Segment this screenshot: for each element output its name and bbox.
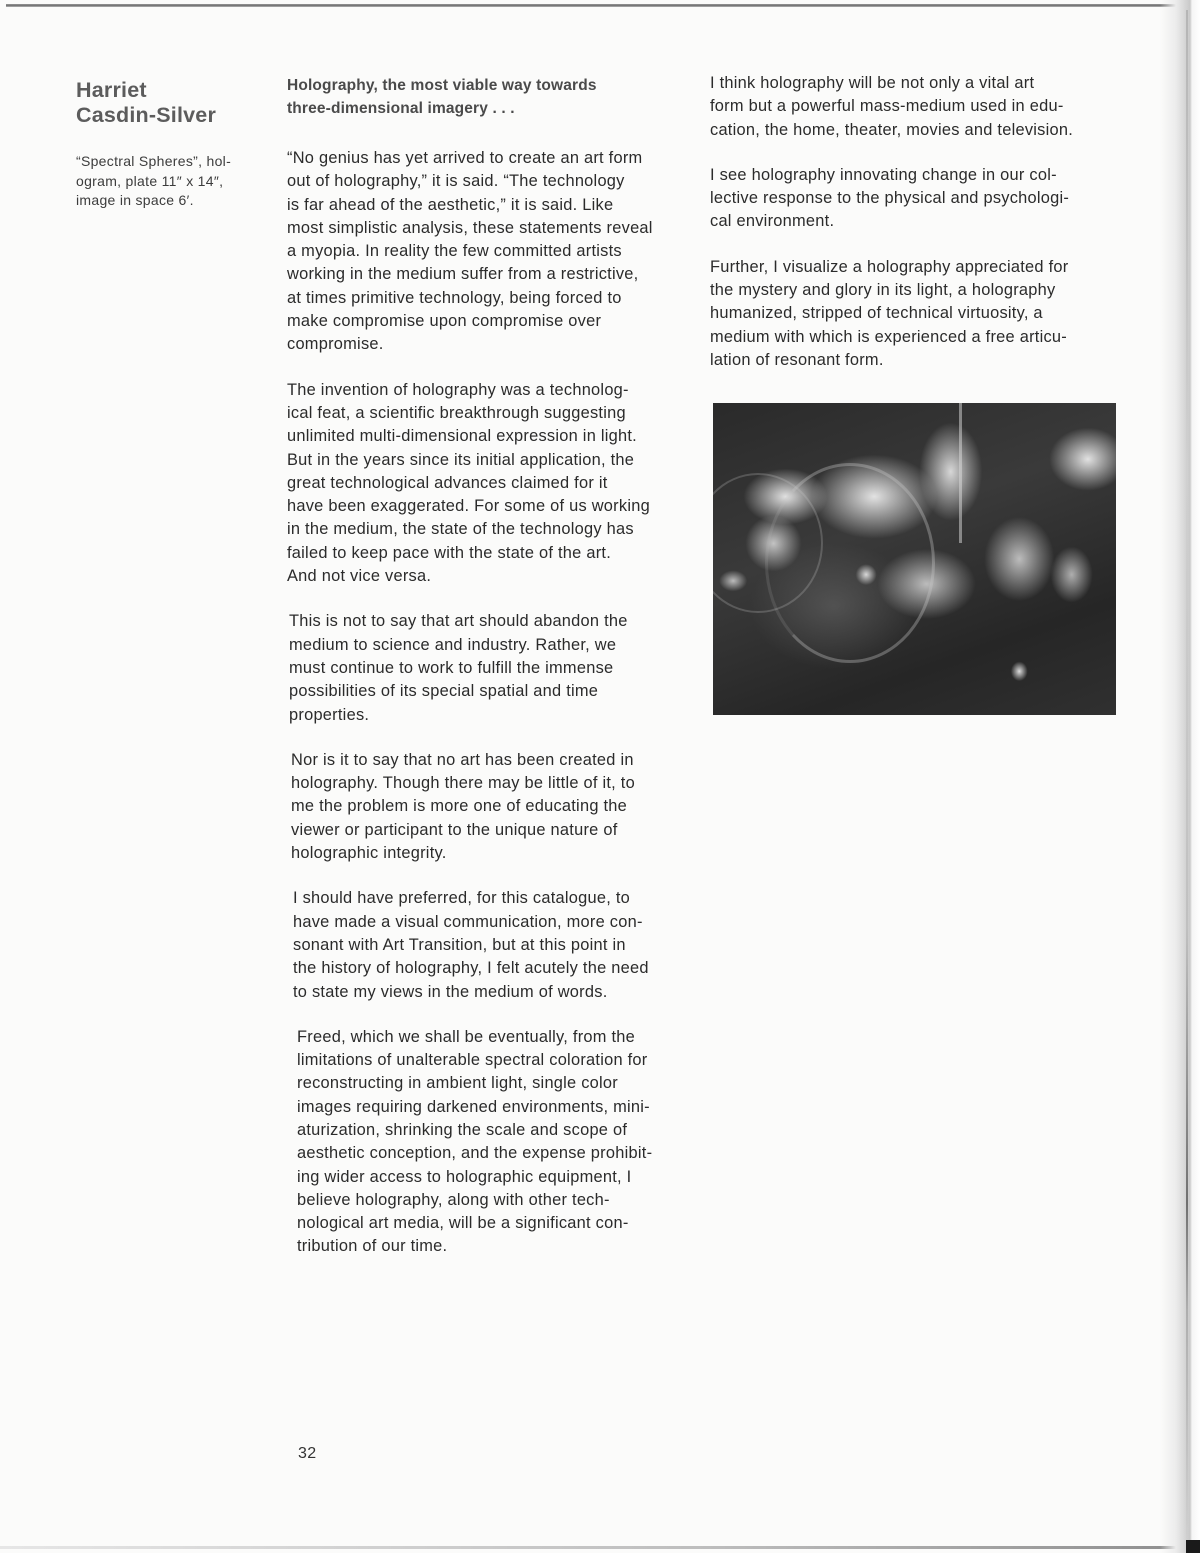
page-corner-mark xyxy=(1186,1540,1200,1553)
top-rule xyxy=(6,4,1186,7)
bottom-rule xyxy=(0,1546,1180,1549)
text-line: I see holography innovating change in our col- xyxy=(710,165,1057,184)
text-line: I should have preferred, for this catalogue, to xyxy=(293,889,631,908)
caption-line: “Spectral Spheres”, hol- xyxy=(76,153,232,169)
text-line: most simplistic analysis, these statements reveal xyxy=(287,218,653,237)
artist-name xyxy=(76,78,266,128)
text-line: cal environment. xyxy=(710,212,835,231)
text-line: cation, the home, theater, movies and television. xyxy=(710,120,1074,139)
right-paragraph-3 xyxy=(710,256,1130,372)
text-line: great technological advances claimed for it xyxy=(287,473,608,492)
headline-line: Holography, the most viable way towards xyxy=(287,77,597,94)
paragraph-4 xyxy=(287,749,707,865)
left-column xyxy=(76,78,266,211)
text-line: the history of holography, I felt acutely the need xyxy=(293,959,649,978)
essay-headline xyxy=(287,74,707,120)
page-gutter-line xyxy=(1186,10,1188,1540)
text-line: images requiring darkened environments, mini- xyxy=(297,1097,650,1116)
text-line: have been exaggerated. For some of us working xyxy=(287,497,650,516)
text-line: medium to science and industry. Rather, we xyxy=(289,635,617,654)
right-column xyxy=(710,72,1130,372)
text-line: in the medium, the state of the technology has xyxy=(287,520,634,539)
text-line: aesthetic conception, and the expense prohibit- xyxy=(297,1144,653,1163)
text-line: holography. Though there may be little of it, to xyxy=(291,774,635,793)
right-paragraph-2 xyxy=(710,164,1130,234)
text-line: me the problem is more one of educating the xyxy=(291,797,628,816)
hologram-photo xyxy=(713,403,1116,715)
text-line: lation of resonant form. xyxy=(710,350,884,369)
text-line: “No genius has yet arrived to create an art form xyxy=(287,149,643,167)
text-line: to state my views in the medium of words. xyxy=(293,982,608,1001)
artist-name-line: Harriet xyxy=(76,78,147,102)
text-line: reconstructing in ambient light, single color xyxy=(297,1074,619,1093)
text-line: have made a visual communication, more con- xyxy=(293,912,643,931)
photo-light-streak xyxy=(959,403,962,543)
text-line: humanized, stripped of technical virtuosity, a xyxy=(710,304,1043,323)
paragraph-6 xyxy=(287,1026,707,1259)
caption-line: image in space 6′. xyxy=(76,192,194,208)
text-line: aturization, shrinking the scale and scope of xyxy=(297,1120,628,1139)
text-line: Further, I visualize a holography appreciated for xyxy=(710,257,1069,276)
middle-column xyxy=(287,74,707,1259)
text-line: is far ahead of the aesthetic,” it is said. Like xyxy=(287,195,614,214)
text-line: ing wider access to holographic equipment, I xyxy=(297,1167,632,1186)
text-line: Freed, which we shall be eventually, from the xyxy=(297,1027,636,1046)
text-line: must continue to work to fulfill the immense xyxy=(289,658,614,677)
text-line: form but a powerful mass-medium used in edu- xyxy=(710,97,1064,116)
text-line: failed to keep pace with the state of the art. xyxy=(287,543,612,562)
text-line: working in the medium suffer from a restrictive, xyxy=(287,265,639,284)
text-line: This is not to say that art should abandon the xyxy=(289,612,628,631)
text-line: ical feat, a scientific breakthrough suggesting xyxy=(287,403,626,422)
paragraph-2 xyxy=(287,379,707,589)
text-line: lective response to the physical and psychologi- xyxy=(710,189,1070,208)
page-gutter-shadow xyxy=(1160,0,1200,1553)
text-line: limitations of unalterable spectral coloration for xyxy=(297,1051,648,1070)
text-line: at times primitive technology, being forced to xyxy=(287,288,622,307)
text-line: viewer or participant to the unique nature of xyxy=(291,820,618,839)
artist-name-line: Casdin-Silver xyxy=(76,103,217,127)
text-line: And not vice versa. xyxy=(287,567,432,586)
text-line: unlimited multi-dimensional expression in light. xyxy=(287,427,637,446)
text-line: make compromise upon compromise over xyxy=(287,312,602,331)
text-line: But in the years since its initial application, the xyxy=(287,450,635,469)
text-line: compromise. xyxy=(287,335,384,354)
paragraph-1 xyxy=(287,147,707,357)
paragraph-3 xyxy=(287,610,707,726)
text-line: medium with which is experienced a free articu- xyxy=(710,327,1068,346)
text-line: Nor is it to say that no art has been created in xyxy=(291,750,634,769)
text-line: sonant with Art Transition, but at this point in xyxy=(293,935,626,954)
text-line: the mystery and glory in its light, a holography xyxy=(710,281,1056,300)
right-paragraph-1 xyxy=(710,72,1130,142)
text-line: I think holography will be not only a vital art xyxy=(710,74,1035,92)
page-number: 32 xyxy=(298,1445,317,1462)
text-line: possibilities of its special spatial and time xyxy=(289,682,599,701)
headline-line: three-dimensional imagery . . . xyxy=(287,100,515,117)
text-line: nological art media, will be a significant con- xyxy=(297,1214,629,1233)
text-line: a myopia. In reality the few committed artists xyxy=(287,242,622,261)
text-line: out of holography,” it is said. “The technology xyxy=(287,172,625,191)
text-line: tribution of our time. xyxy=(297,1237,448,1256)
paragraph-5 xyxy=(287,887,707,1003)
text-line: The invention of holography was a technolog- xyxy=(287,380,629,399)
artwork-caption xyxy=(76,152,266,211)
text-line: properties. xyxy=(289,705,370,724)
text-line: holographic integrity. xyxy=(291,844,447,863)
caption-line: ogram, plate 11″ x 14″, xyxy=(76,172,224,189)
text-line: believe holography, along with other tech- xyxy=(297,1190,610,1209)
